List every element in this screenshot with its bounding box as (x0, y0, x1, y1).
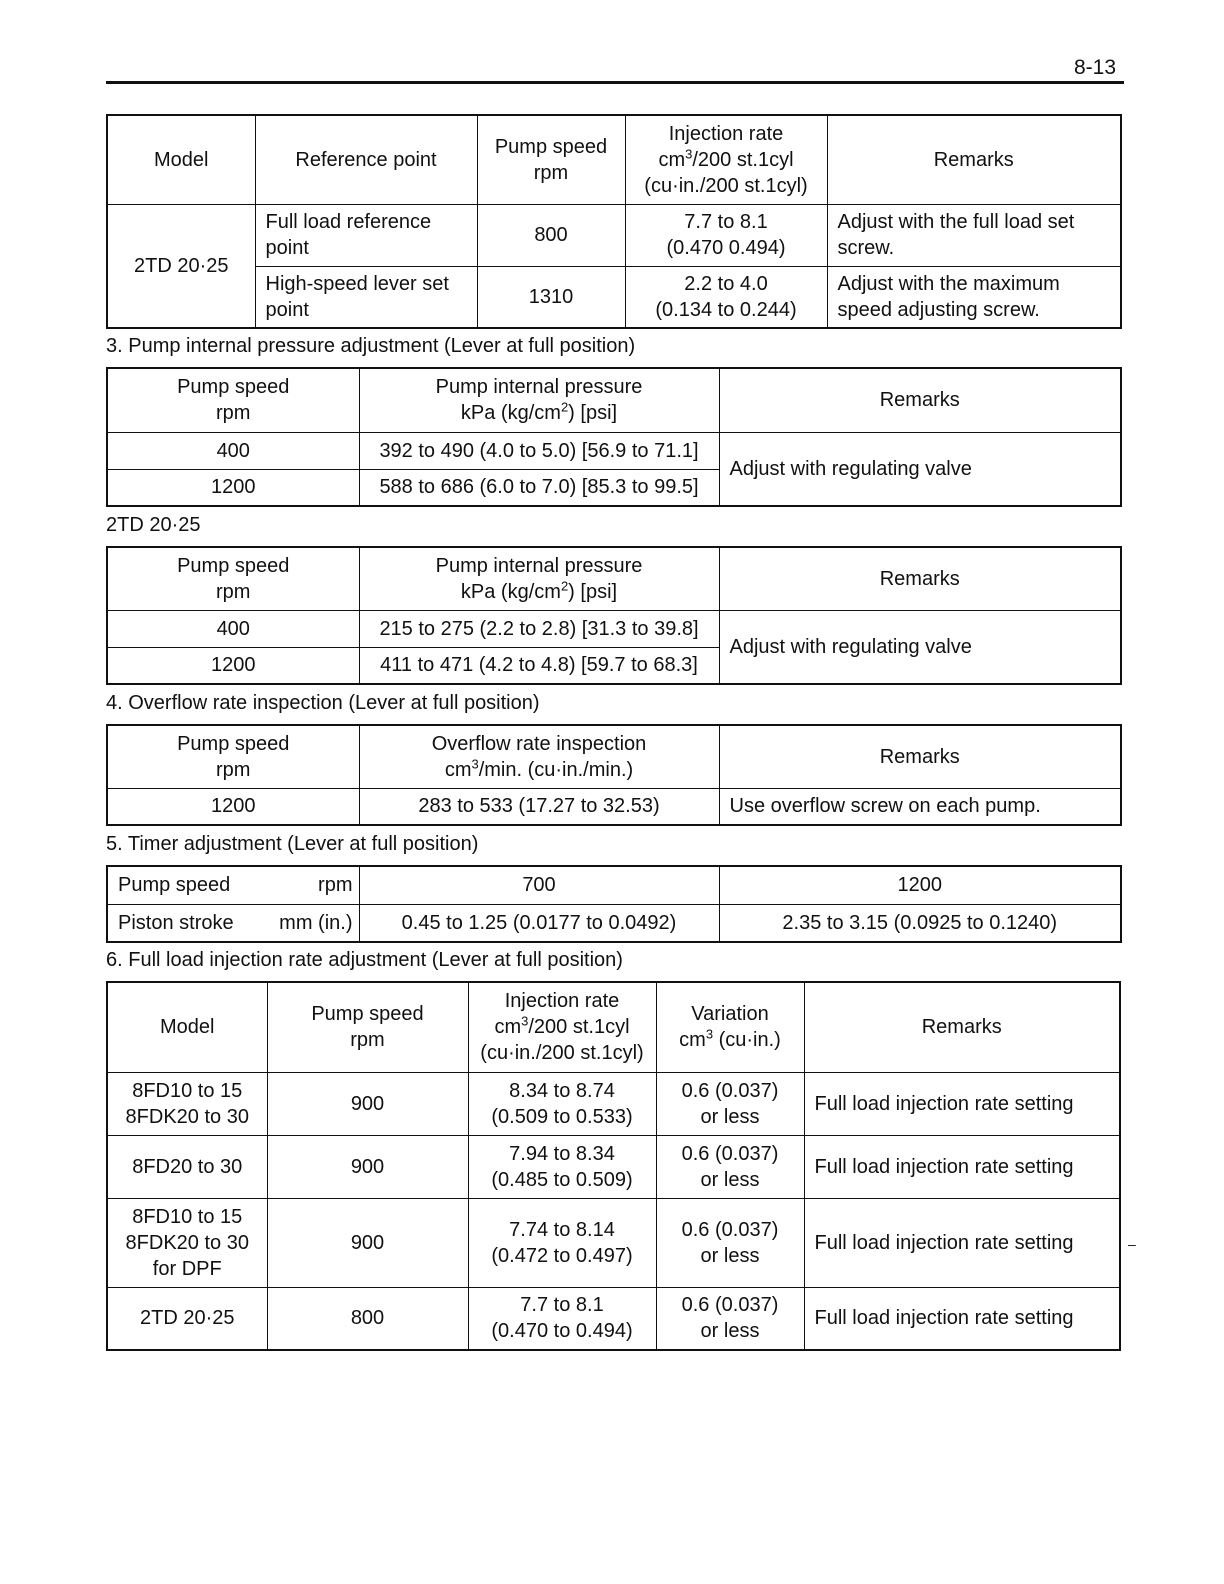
header-overflow-rate: Overflow rate inspection $cm^3/\min$. (cu·in./min.) (359, 725, 719, 788)
model-cell: 2TD 20·25 (107, 1287, 267, 1350)
header-injection-rate: Injection rate $cm^3/200$ st.1cyl (cu·in./200 st.1cyl) (625, 115, 827, 204)
section-4-heading: 4. Overflow rate inspection (Lever at full position) (106, 692, 540, 714)
pressure-cell: 215 to 275 (2.2 to 2.8) [31.3 to 39.8] (359, 610, 719, 647)
remarks-cell: Full load injection rate setting (804, 1287, 1120, 1350)
header-pump-speed: Pump speed rpm (107, 368, 359, 432)
pump-speed-cell: 900 (267, 1198, 468, 1287)
model-cell: 8FD10 to 15 8FDK20 to 30 (107, 1072, 267, 1135)
pressure-cell: 588 to 686 (6.0 to 7.0) [85.3 to 99.5] (359, 469, 719, 506)
stroke-value-cell: 0.45 to 1.25 (0.0177 to 0.0492) (359, 904, 719, 942)
pump-speed-cell: 400 (107, 432, 359, 469)
remarks-cell: Adjust with regulating valve (719, 432, 1121, 506)
overflow-cell: 283 to 533 (17.27 to 32.53) (359, 788, 719, 825)
header-pump-pressure: Pump internal pressure kPa $(kg/cm^2)$ [psi] (359, 368, 719, 432)
header-injection-rate: Injection rate $cm^3/200$ st.1cyl (cu·in./200 st.1cyl) (468, 982, 656, 1072)
injection-rate-cell: 7.7 to 8.1 (0.470 to 0.494) (468, 1287, 656, 1350)
piston-stroke-label-cell: Piston stroke mm (in.) (107, 904, 359, 942)
margin-tick-mark: ‒ (1128, 1236, 1136, 1252)
pump-speed-cell: 1200 (107, 647, 359, 684)
model-cell: 8FD20 to 30 (107, 1135, 267, 1198)
remarks-cell: Adjust with regulating valve (719, 610, 1121, 684)
remarks-cell: Adjust with the full load set screw. (827, 204, 1121, 266)
variation-cell: 0.6 (0.037) or less (656, 1287, 804, 1350)
pressure-cell: 392 to 490 (4.0 to 5.0) [56.9 to 71.1] (359, 432, 719, 469)
pump-speed-cell: 800 (267, 1287, 468, 1350)
page-number: 8-13 (1073, 56, 1116, 79)
variation-cell: 0.6 (0.037) or less (656, 1198, 804, 1287)
header-model: Model (107, 982, 267, 1072)
header-pump-speed: Pump speed rpm (107, 547, 359, 610)
overflow-rate-table (106, 724, 1122, 826)
header-remarks: Remarks (719, 725, 1121, 788)
model-cell: 2TD 20·25 (107, 204, 255, 328)
remarks-cell: Adjust with the maximum speed adjusting screw. (827, 266, 1121, 328)
remarks-cell: Full load injection rate setting (804, 1135, 1120, 1198)
header-pump-speed: Pump speed rpm (107, 725, 359, 788)
header-remarks: Remarks (719, 547, 1121, 610)
stroke-value-cell: 2.35 to 3.15 (0.0925 to 0.1240) (719, 904, 1121, 942)
header-remarks: Remarks (827, 115, 1121, 204)
reference-point-cell: High-speed lever set point (255, 266, 477, 328)
timer-value-cell: 1200 (719, 866, 1121, 904)
header-variation: Variation $cm^3$ (cu·in.) (656, 982, 804, 1072)
injection-rate-cell: 7.7 to 8.1 (0.470 0.494) (625, 204, 827, 266)
header-pump-speed: Pump speed rpm (267, 982, 468, 1072)
pressure-cell: 411 to 471 (4.2 to 4.8) [59.7 to 68.3] (359, 647, 719, 684)
injection-rate-cell: 7.74 to 8.14 (0.472 to 0.497) (468, 1198, 656, 1287)
header-model: Model (107, 115, 255, 204)
remarks-cell: Full load injection rate setting (804, 1072, 1120, 1135)
pump-speed-cell: 400 (107, 610, 359, 647)
pump-speed-cell: 900 (267, 1072, 468, 1135)
variation-cell: 0.6 (0.037) or less (656, 1072, 804, 1135)
timer-value-cell: 700 (359, 866, 719, 904)
header-reference-point: Reference point (255, 115, 477, 204)
full-load-injection-table (106, 981, 1121, 1351)
section-3-heading: 3. Pump internal pressure adjustment (Lever at full position) (106, 335, 636, 357)
model-subheading: 2TD 20·25 (106, 514, 201, 536)
header-pump-speed: Pump speed rpm (477, 115, 625, 204)
section-6-heading: 6. Full load injection rate adjustment (Lever at full position) (106, 949, 623, 971)
pump-pressure-table-2td (106, 546, 1122, 685)
remarks-cell: Full load injection rate setting (804, 1198, 1120, 1287)
pump-speed-cell: 1310 (477, 266, 625, 328)
injection-rate-cell: 2.2 to 4.0 (0.134 to 0.244) (625, 266, 827, 328)
pump-speed-cell: 900 (267, 1135, 468, 1198)
injection-rate-cell: 8.34 to 8.74 (0.509 to 0.533) (468, 1072, 656, 1135)
variation-cell: 0.6 (0.037) or less (656, 1135, 804, 1198)
pump-pressure-table (106, 367, 1122, 507)
reference-point-cell: Full load reference point (255, 204, 477, 266)
pump-speed-cell: 1200 (107, 469, 359, 506)
pump-speed-cell: 800 (477, 204, 625, 266)
header-rule (106, 81, 1124, 84)
model-cell: 8FD10 to 15 8FDK20 to 30 for DPF (107, 1198, 267, 1287)
header-pump-pressure: Pump internal pressure kPa $(kg/cm^2)$ [psi] (359, 547, 719, 610)
injection-rate-cell: 7.94 to 8.34 (0.485 to 0.509) (468, 1135, 656, 1198)
reference-point-table (106, 114, 1122, 329)
remarks-cell: Use overflow screw on each pump. (719, 788, 1121, 825)
header-remarks: Remarks (719, 368, 1121, 432)
timer-adjustment-table (106, 865, 1122, 943)
header-remarks: Remarks (804, 982, 1120, 1072)
pump-speed-cell: 1200 (107, 788, 359, 825)
section-5-heading: 5. Timer adjustment (Lever at full position) (106, 833, 479, 855)
pump-speed-label-cell: Pump speed rpm (107, 866, 359, 904)
